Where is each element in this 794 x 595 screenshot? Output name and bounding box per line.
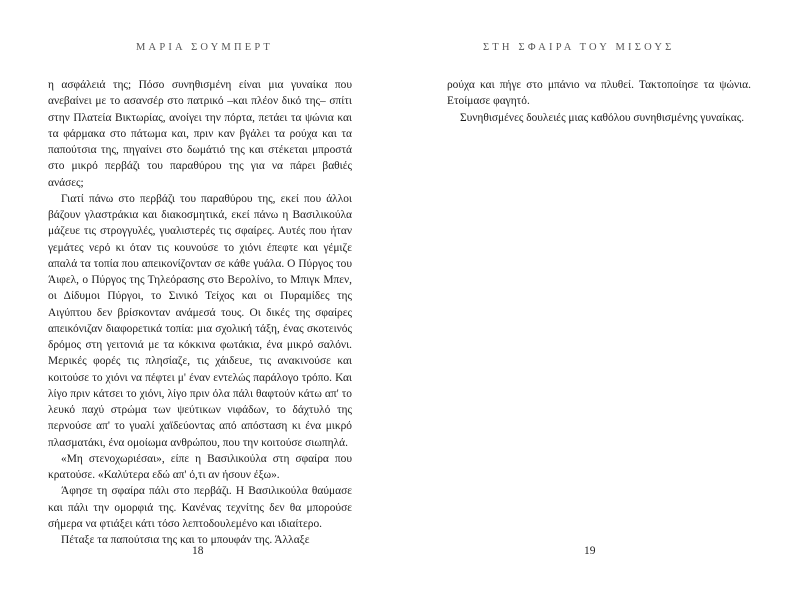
right-page bbox=[397, 0, 794, 595]
paragraph: «Μη στενοχωριέσαι», είπε η Βασιλικούλα στη σφαίρα που κρατούσε. «Καλύτερα εδώ απ' ό,τι αν ήσουν έξω». bbox=[48, 452, 352, 481]
right-page-body bbox=[447, 77, 751, 126]
page-number: 19 bbox=[584, 545, 596, 557]
running-head-title: ΣΤΗ ΣΦΑΙΡΑ ΤΟΥ ΜΙΣΟΥΣ bbox=[483, 42, 675, 53]
paragraph: Γιατί πάνω στο περβάζι του παραθύρου της, εκεί που άλλοι βάζουν γλαστράκια και διακοσμητικά, εκεί πάνω η Βασιλικούλα μάζευε τις στρογγυλές, γυαλιστερές τις σφαίρες. Αυτές που ήταν γεμάτες νερό κι όταν τις κουνούσε το χιόνι έπεφτε και γέμιζε απαλά τα τοπία που απεικονίζονταν σε κάθε γυάλα. Ο Πύργος του Άιφελ, ο Πύργος της Τηλεόρασης στο Βερολίνο, το Μπιγκ Μπεν, οι Δίδυμοι Πύργοι, το Σινικό Τείχος και οι Πυραμίδες της Αιγύπτου δεν βρίσκονταν ανάμεσά τους. Οι δικές της σφαίρες απεικόνιζαν διαφορετικά τοπία: μια σχολική τάξη, ένας σκοτεινός δρόμος στη γειτονιά με τα κόκκινα φωτάκια, ένα μικρό σαλόνι. Μερικές φορές τις πλησίαζε, τις χάιδευε, τις ανακινούσε και κοιτούσε το χιόνι να πέφτει μ' έναν εντελώς παράλογο τρόπο. Και λίγο πριν κάτσει το χιόνι, λίγο πριν όλα πάλι θαφτούν κάτω απ' το λευκό παχύ στρώμα των ψεύτικων νιφάδων, το δάχτυλό της περνούσε απ' το γυαλί χαϊδεύοντας από απόσταση κι ένα μικρό πλασματάκι, ένα ομοίωμα ανθρώπου, που την κοιτούσε σιωπηλά. bbox=[48, 192, 352, 449]
paragraph: Συνηθισμένες δουλειές μιας καθόλου συνηθισμένης γυναίκας. bbox=[460, 111, 745, 124]
running-head-author: ΜΑΡΙΑ ΣΟΥΜΠΕΡΤ bbox=[136, 42, 274, 53]
left-page-body bbox=[48, 77, 352, 548]
paragraph: Πέταξε τα παπούτσια της και το μπουφάν της. Άλλαξε bbox=[61, 534, 310, 546]
paragraph: η ασφάλειά της; Πόσο συνηθισμένη είναι μια γυναίκα που ανεβαίνει με το ασανσέρ στο πατρικό –και πλέον δικό της– σπίτι στην Πλατεία Βικτωρίας, ανοίγει την πόρτα, πετάει τα ψώνια και τα φάρμακα στο πάτωμα και, πριν καν βγάλει τα ρούχα και τα παπούτσια της, πηγαίνει στο δωμάτιό της και στέκεται μπροστά στο μικρό περβάζι του παραθύρου της για να πάρει βαθιές ανάσες; bbox=[48, 79, 352, 189]
page-number: 18 bbox=[192, 545, 204, 557]
paragraph: ρούχα και πήγε στο μπάνιο να πλυθεί. Τακτοποίησε τα ψώνια. Ετοίμασε φαγητό. bbox=[447, 79, 751, 108]
paragraph: Άφησε τη σφαίρα πάλι στο περβάζι. Η Βασιλικούλα θαύμασε και πάλι την ομορφιά της. Κανένας τεχνίτης δεν θα μπορούσε σήμερα να φτιάξει κάτι τόσο λεπτοδουλεμένο και ιδιαίτερο. bbox=[48, 485, 352, 530]
